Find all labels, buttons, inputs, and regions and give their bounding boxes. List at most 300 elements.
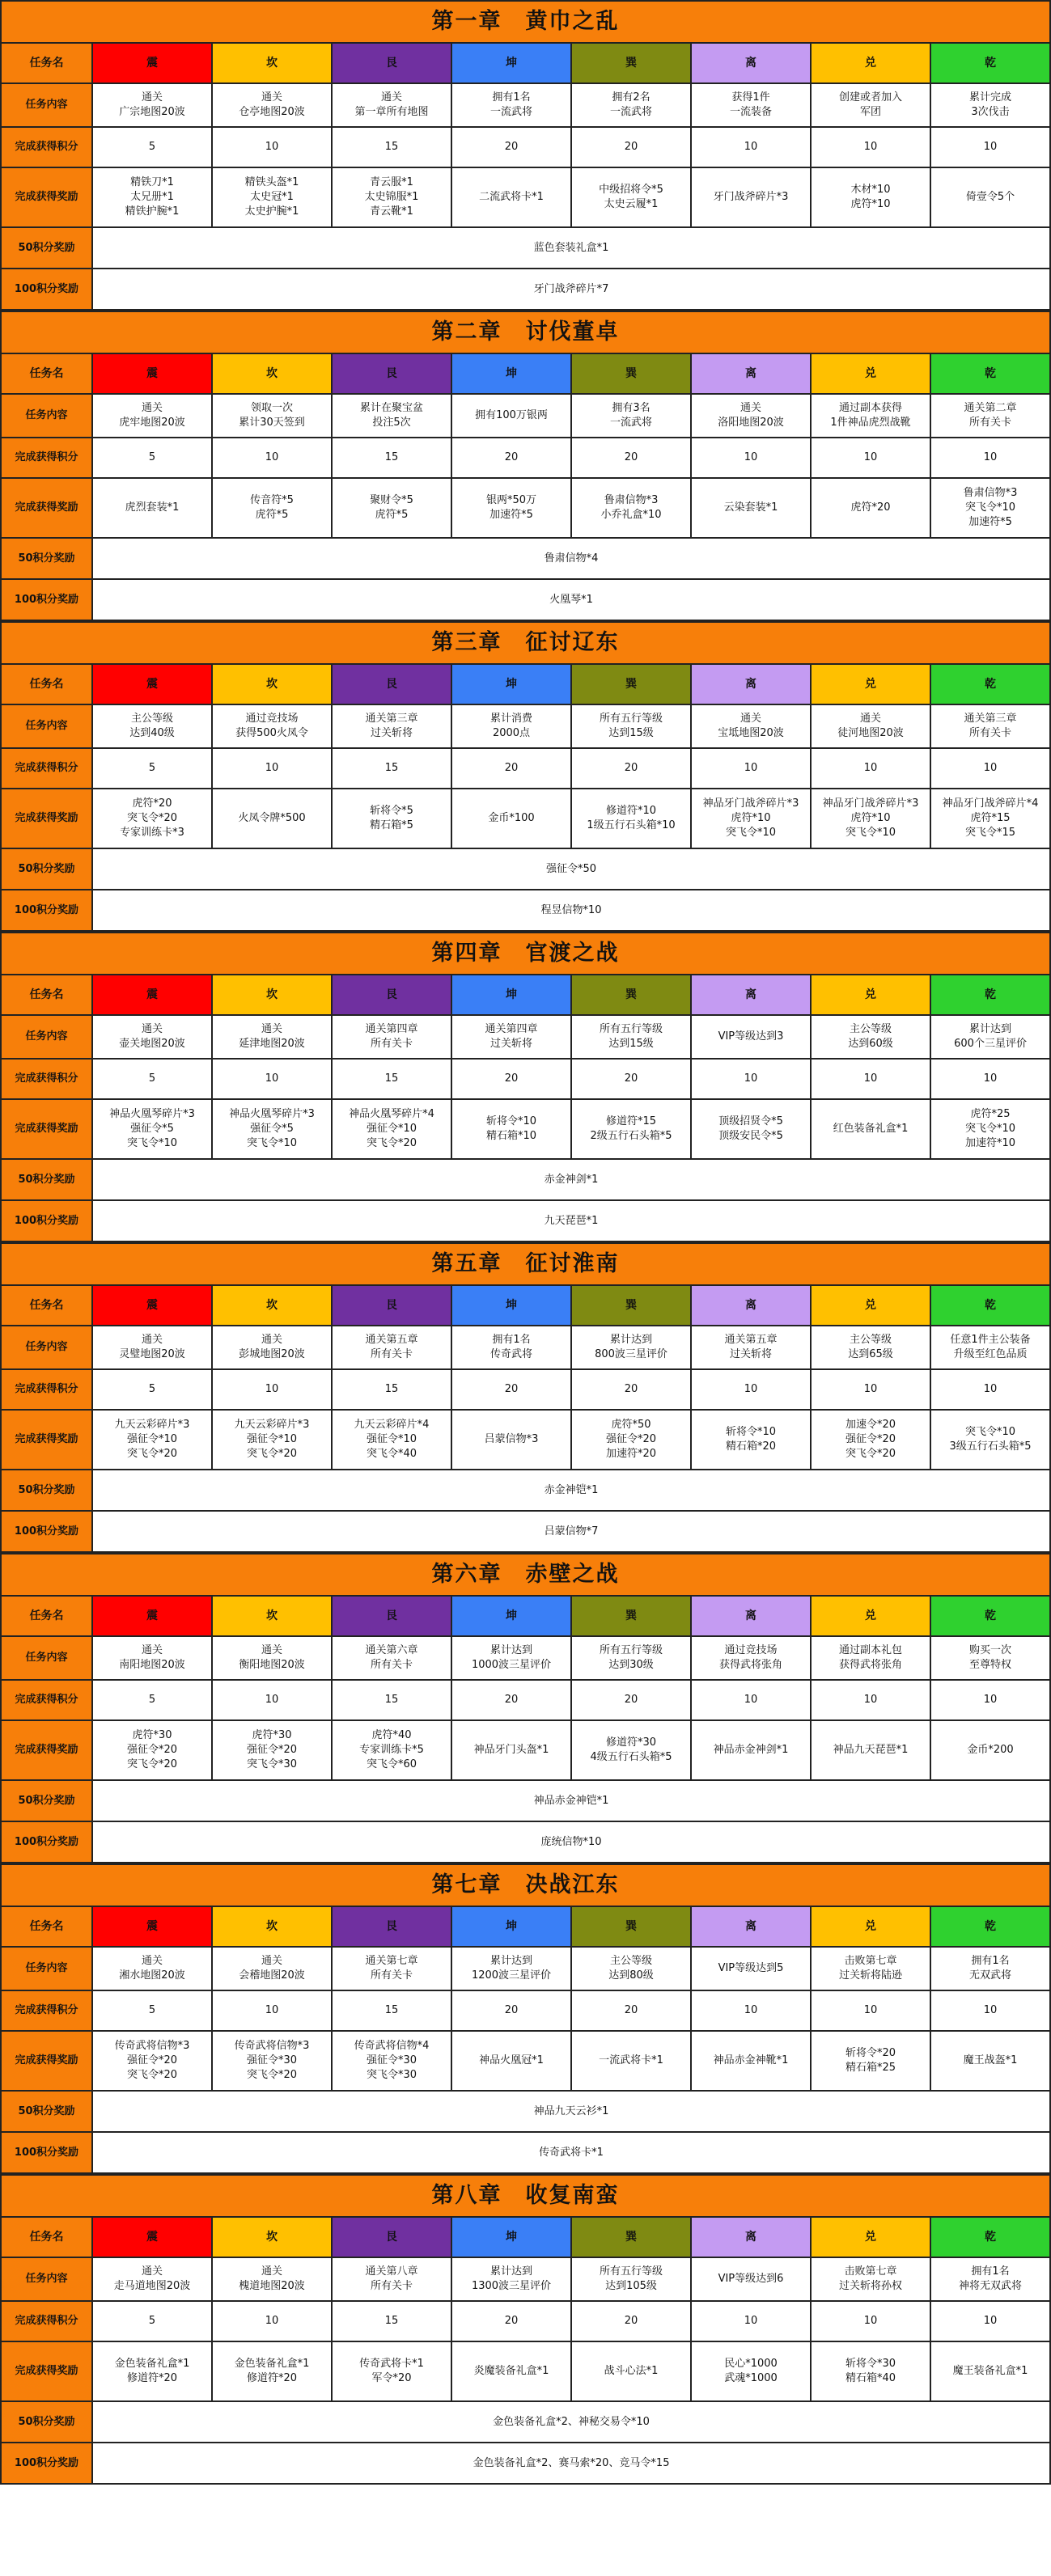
task-points-cell: [212, 1990, 332, 2031]
task-content: 拥有1名 一流武将: [489, 91, 532, 118]
task-content: 击败第七章 过关斩将陆逊: [838, 1955, 902, 1982]
task-name-label: 任务名: [1, 2217, 92, 2257]
task-reward-cell: [451, 789, 571, 848]
task-content: 累计在聚宝盆 投注5次: [359, 402, 423, 429]
trigram-header: 艮: [332, 1285, 451, 1326]
task-points: 20: [624, 451, 638, 463]
trigram-header: 坎: [212, 1906, 332, 1947]
task-reward: 加速令*20 强征令*20 突飞令*20: [845, 1419, 896, 1460]
trigram-header: 巽: [571, 353, 691, 394]
task-points: 10: [863, 2315, 878, 2327]
task-content-cell: [451, 1015, 571, 1059]
reward-label: 完成获得奖励: [1, 1720, 92, 1780]
task-reward-cell: [92, 2031, 212, 2091]
trigram-header: 震: [92, 664, 212, 704]
points-label: 完成获得积分: [1, 748, 92, 789]
task-reward: 虎符*30 强征令*20 突飞令*30: [246, 1729, 298, 1770]
trigram-header: 坤: [451, 1596, 571, 1636]
task-content: 通关第四章 所有关卡: [365, 1023, 418, 1050]
task-reward-cell: [691, 789, 811, 848]
task-content: 通关 广宗地图20波: [119, 91, 185, 118]
bonus-50-label: 50积分奖励: [1, 2401, 92, 2443]
reward-label: 完成获得奖励: [1, 1099, 92, 1159]
trigram-header: 坤: [451, 975, 571, 1015]
task-content: 累计达到 600个三星评价: [954, 1023, 1027, 1050]
task-points: 10: [744, 1694, 758, 1706]
trigram-header: 坎: [212, 43, 332, 83]
task-points: 15: [384, 762, 399, 774]
task-reward: 神品九天琵琶*1: [833, 1744, 909, 1756]
reward-label: 完成获得奖励: [1, 167, 92, 227]
trigram-header: 离: [691, 1285, 811, 1326]
task-reward-cell: [332, 789, 451, 848]
task-content: 通关 彭城地图20波: [239, 1334, 305, 1360]
task-reward-cell: [811, 1099, 930, 1159]
chapter-table: [0, 2174, 1051, 2485]
task-content-cell: [811, 1947, 930, 1990]
task-points: 15: [384, 1694, 399, 1706]
task-points-cell: [571, 748, 691, 789]
task-points-cell: [811, 2301, 930, 2341]
task-content-cell: [930, 1015, 1050, 1059]
task-points: 15: [384, 141, 399, 153]
task-points: 10: [265, 2004, 279, 2016]
trigram-header: 艮: [332, 1906, 451, 1947]
chapter-title: 第七章 决战江东: [1, 1864, 1050, 1906]
task-reward: 传奇武将信物*4 强征令*30 突飞令*30: [354, 2040, 430, 2081]
task-content: VIP等级达到5: [718, 1962, 784, 1974]
task-content-cell: [691, 394, 811, 438]
task-content: 拥有1名 传奇武将: [489, 1334, 532, 1360]
task-content-cell: [212, 1326, 332, 1369]
task-reward-cell: [212, 167, 332, 227]
task-reward: 银两*50万 加速符*5: [485, 494, 537, 521]
task-content-cell: [212, 1015, 332, 1059]
task-points-cell: [212, 1059, 332, 1099]
task-points: 5: [148, 451, 156, 463]
task-name-label: 任务名: [1, 1285, 92, 1326]
trigram-header: 乾: [930, 1285, 1050, 1326]
task-content: 通关 槐道地图20波: [239, 2265, 305, 2292]
task-points-cell: [571, 1990, 691, 2031]
chapter-title: 第四章 官渡之战: [1, 933, 1050, 975]
task-reward-cell: [930, 1720, 1050, 1780]
task-content-cell: [92, 1015, 212, 1059]
task-reward: 传奇武将信物*3 强征令*20 突飞令*20: [114, 2040, 190, 2081]
task-reward: 二流武将卡*1: [479, 191, 544, 203]
task-content: 通过竞技场 获得武将张角: [718, 1644, 782, 1671]
trigram-header: 兑: [811, 353, 930, 394]
task-content: 通关 走马道地图20波: [113, 2265, 191, 2292]
task-points: 10: [744, 2004, 758, 2016]
task-reward-cell: [811, 1410, 930, 1470]
task-content-cell: [571, 394, 691, 438]
task-content-cell: [571, 83, 691, 127]
task-reward-cell: [930, 167, 1050, 227]
task-points: 10: [863, 451, 878, 463]
task-points: 20: [504, 1694, 519, 1706]
task-points: 20: [624, 2004, 638, 2016]
task-reward: 虎符*50 强征令*20 加速符*20: [605, 1419, 657, 1460]
task-reward: 木材*10 虎符*10: [850, 184, 891, 210]
bonus-50-label: 50积分奖励: [1, 848, 92, 890]
trigram-header: 坎: [212, 1596, 332, 1636]
task-points: 10: [744, 762, 758, 774]
trigram-header: 坎: [212, 353, 332, 394]
task-reward-cell: [571, 789, 691, 848]
task-reward: 神品火凰琴碎片*3 强征令*5 突飞令*10: [229, 1108, 315, 1149]
trigram-header: 艮: [332, 2217, 451, 2257]
task-content: 累计达到 1000波三星评价: [471, 1644, 552, 1671]
bonus-50-label: 50积分奖励: [1, 1470, 92, 1511]
task-content: 所有五行等级 达到105级: [599, 2265, 663, 2292]
bonus-100-label: 100积分奖励: [1, 579, 92, 620]
task-reward: 斩将令*20 精石箱*25: [845, 2047, 896, 2074]
task-reward: 斩将令*10 精石箱*10: [485, 1115, 537, 1142]
task-reward-cell: [451, 478, 571, 538]
task-content: 拥有3名 一流武将: [609, 402, 652, 429]
task-points-cell: [691, 1990, 811, 2031]
task-content-cell: [451, 1947, 571, 1990]
points-label: 完成获得积分: [1, 1990, 92, 2031]
trigram-header: 巽: [571, 664, 691, 704]
trigram-header: 乾: [930, 43, 1050, 83]
task-content-cell: [212, 394, 332, 438]
task-reward-cell: [92, 1099, 212, 1159]
task-points: 15: [384, 1383, 399, 1395]
task-reward-cell: [451, 167, 571, 227]
task-points-cell: [212, 748, 332, 789]
task-content: 累计完成 3次伐击: [969, 91, 1012, 118]
task-content: 通关第二章 所有关卡: [964, 402, 1017, 429]
trigram-header: 巽: [571, 43, 691, 83]
task-reward: 斩将令*5 精石箱*5: [370, 805, 413, 831]
task-content-cell: [691, 1015, 811, 1059]
task-reward: 顶级招贤令*5 顶级安民令*5: [718, 1115, 783, 1142]
trigram-header: 离: [691, 353, 811, 394]
trigram-header: 艮: [332, 353, 451, 394]
task-reward-cell: [92, 789, 212, 848]
task-reward: 红色装备礼盒*1: [833, 1123, 909, 1135]
task-points-cell: [212, 127, 332, 167]
task-reward-cell: [451, 1720, 571, 1780]
task-content-cell: [212, 83, 332, 127]
task-content-cell: [571, 1015, 691, 1059]
task-points: 20: [504, 141, 519, 153]
task-content-cell: [212, 2257, 332, 2301]
task-reward: 神品牙门战斧碎片*3 虎符*10 突飞令*10: [822, 797, 919, 839]
task-points-cell: [571, 1369, 691, 1410]
task-content: 通关 延津地图20波: [239, 1023, 305, 1050]
chapter-title: 第八章 收复南蛮: [1, 2175, 1050, 2217]
task-points: 20: [624, 141, 638, 153]
task-points: 5: [148, 762, 156, 774]
task-content: 通关 壶关地图20波: [119, 1023, 185, 1050]
task-reward-cell: [571, 1410, 691, 1470]
chapter-title: 第六章 赤壁之战: [1, 1554, 1050, 1596]
task-content: 通过副本获得 1件神品虎烈战靴: [830, 402, 911, 429]
trigram-header: 兑: [811, 975, 930, 1015]
task-points: 10: [863, 1694, 878, 1706]
task-reward-cell: [571, 1720, 691, 1780]
task-points-cell: [451, 1369, 571, 1410]
task-content-cell: [811, 83, 930, 127]
task-points: 10: [863, 1072, 878, 1085]
task-points: 10: [265, 1072, 279, 1085]
task-content-cell: [691, 1947, 811, 1990]
task-content: 通关 第一章所有地图: [354, 91, 429, 118]
task-content-cell: [930, 83, 1050, 127]
task-points: 10: [265, 762, 279, 774]
task-reward: 神品牙门战斧碎片*4 虎符*15 突飞令*15: [942, 797, 1039, 839]
trigram-header: 震: [92, 43, 212, 83]
bonus-100-value: 庞统信物*10: [92, 1821, 1050, 1863]
task-points-cell: [930, 1990, 1050, 2031]
task-name-label: 任务名: [1, 664, 92, 704]
task-reward-cell: [811, 2341, 930, 2401]
task-points-cell: [930, 1680, 1050, 1720]
task-reward: 金色装备礼盒*1 修道符*20: [234, 2358, 310, 2384]
task-content: 所有五行等级 达到15级: [599, 1023, 663, 1050]
trigram-header: 震: [92, 353, 212, 394]
task-points: 20: [624, 2315, 638, 2327]
task-points-cell: [451, 2301, 571, 2341]
task-reward: 神品火凰琴碎片*4 强征令*10 突飞令*20: [349, 1108, 434, 1149]
task-reward: 金币*100: [488, 812, 535, 824]
task-reward: 青云服*1 太史锦服*1 青云靴*1: [364, 176, 419, 218]
task-content-cell: [451, 394, 571, 438]
task-content: 拥有2名 一流武将: [609, 91, 652, 118]
task-reward: 火凤令牌*500: [238, 812, 306, 824]
task-reward: 传奇武将卡*1 军令*20: [359, 2358, 424, 2384]
task-content: 通关第四章 过关斩将: [485, 1023, 538, 1050]
task-content: 通过副本礼包 获得武将张角: [838, 1644, 902, 1671]
reward-label: 完成获得奖励: [1, 1410, 92, 1470]
task-points: 20: [624, 1694, 638, 1706]
task-content: 累计消费 2000点: [489, 713, 532, 739]
task-points-cell: [332, 1369, 451, 1410]
task-content-cell: [332, 2257, 451, 2301]
bonus-50-label: 50积分奖励: [1, 2091, 92, 2132]
task-reward-cell: [571, 1099, 691, 1159]
task-points: 20: [624, 762, 638, 774]
task-reward-cell: [691, 2031, 811, 2091]
trigram-header: 坎: [212, 1285, 332, 1326]
task-reward-cell: [691, 478, 811, 538]
task-content: 任意1件主公装备 升级至红色品质: [950, 1334, 1031, 1360]
trigram-header: 离: [691, 1906, 811, 1947]
task-points-cell: [811, 127, 930, 167]
trigram-header: 离: [691, 2217, 811, 2257]
task-points-cell: [930, 127, 1050, 167]
bonus-50-value: 强征令*50: [92, 848, 1050, 890]
task-reward-cell: [92, 1410, 212, 1470]
task-content-cell: [92, 704, 212, 748]
task-reward-cell: [691, 1410, 811, 1470]
task-content: VIP等级达到6: [718, 2273, 784, 2285]
task-content: 通过竞技场 获得500火凤令: [235, 713, 308, 739]
task-reward-cell: [571, 2031, 691, 2091]
trigram-header: 乾: [930, 353, 1050, 394]
chapter-title: 第五章 征讨淮南: [1, 1243, 1050, 1285]
task-points: 10: [983, 762, 998, 774]
task-points-cell: [691, 2301, 811, 2341]
task-content: 拥有1名 神将无双武将: [959, 2265, 1023, 2292]
trigram-header: 兑: [811, 664, 930, 704]
task-points: 15: [384, 2315, 399, 2327]
task-points: 5: [148, 1072, 156, 1085]
task-content-cell: [332, 1947, 451, 1990]
task-reward: 魔王装备礼盒*1: [952, 2365, 1028, 2377]
task-points: 10: [863, 1383, 878, 1395]
task-content-cell: [332, 394, 451, 438]
trigram-header: 乾: [930, 2217, 1050, 2257]
points-label: 完成获得积分: [1, 2301, 92, 2341]
task-content-cell: [332, 1636, 451, 1680]
task-content-cell: [930, 1636, 1050, 1680]
task-content-cell: [811, 1326, 930, 1369]
task-reward: 修道符*10 1级五行石头箱*10: [587, 805, 676, 831]
task-reward-cell: [691, 2341, 811, 2401]
task-content-cell: [811, 704, 930, 748]
trigram-header: 震: [92, 2217, 212, 2257]
bonus-50-value: 蓝色套装礼盒*1: [92, 227, 1050, 269]
task-content: VIP等级达到3: [718, 1030, 784, 1043]
task-points: 20: [504, 2315, 519, 2327]
task-points-cell: [332, 127, 451, 167]
bonus-100-label: 100积分奖励: [1, 1821, 92, 1863]
task-points-cell: [212, 2301, 332, 2341]
task-points-cell: [691, 1680, 811, 1720]
task-content-cell: [92, 2257, 212, 2301]
task-reward: 虎符*40 专家训练卡*5 突飞令*60: [359, 1729, 424, 1770]
task-points-cell: [92, 1369, 212, 1410]
task-reward-cell: [930, 789, 1050, 848]
task-points: 20: [504, 762, 519, 774]
task-points: 10: [983, 141, 998, 153]
trigram-header: 坎: [212, 975, 332, 1015]
chapter-table: [0, 1242, 1051, 1553]
trigram-header: 离: [691, 975, 811, 1015]
task-reward: 神品赤金神剑*1: [713, 1744, 789, 1756]
task-reward: 虎符*20 突飞令*20 专家训练卡*3: [120, 797, 184, 839]
task-points-cell: [92, 748, 212, 789]
task-name-label: 任务名: [1, 1906, 92, 1947]
task-points: 20: [624, 1072, 638, 1085]
trigram-header: 艮: [332, 664, 451, 704]
task-points-cell: [92, 1059, 212, 1099]
trigram-header: 坎: [212, 664, 332, 704]
task-content-cell: [92, 83, 212, 127]
trigram-header: 艮: [332, 43, 451, 83]
task-points-cell: [332, 438, 451, 478]
task-reward: 民心*1000 武魂*1000: [724, 2358, 778, 2384]
task-content-cell: [930, 1326, 1050, 1369]
task-reward: 虎符*25 突飞令*10 加速符*10: [965, 1108, 1016, 1149]
task-reward: 虎符*20: [850, 501, 891, 514]
points-label: 完成获得积分: [1, 127, 92, 167]
chapter-title: 第一章 黄巾之乱: [1, 1, 1050, 43]
task-reward-cell: [571, 2341, 691, 2401]
chapter-table: [0, 932, 1051, 1242]
task-content: 通关第七章 所有关卡: [365, 1955, 418, 1982]
task-reward-cell: [92, 167, 212, 227]
task-points: 10: [744, 1072, 758, 1085]
task-content: 拥有100万银两: [475, 409, 548, 421]
task-points: 10: [265, 451, 279, 463]
task-points-cell: [571, 2301, 691, 2341]
task-content: 通关 灵璧地图20波: [119, 1334, 185, 1360]
task-reward: 鲁肃信物*3 突飞令*10 加速符*5: [963, 487, 1018, 528]
task-content-cell: [571, 1947, 691, 1990]
task-points-cell: [92, 438, 212, 478]
task-content-cell: [92, 1947, 212, 1990]
trigram-header: 震: [92, 975, 212, 1015]
task-reward-cell: [332, 1410, 451, 1470]
task-reward-cell: [212, 2341, 332, 2401]
task-content-cell: [332, 83, 451, 127]
bonus-100-value: 金色装备礼盒*2、赛马索*20、竞马令*15: [92, 2443, 1050, 2484]
chapter-title: 第二章 讨伐董卓: [1, 311, 1050, 353]
task-reward-cell: [332, 1099, 451, 1159]
task-reward: 聚财令*5 虎符*5: [370, 494, 413, 521]
task-points-cell: [691, 127, 811, 167]
task-points-cell: [811, 1059, 930, 1099]
reward-label: 完成获得奖励: [1, 478, 92, 538]
task-points-cell: [451, 1990, 571, 2031]
task-content-cell: [451, 704, 571, 748]
task-reward-cell: [571, 167, 691, 227]
task-points-cell: [691, 748, 811, 789]
task-reward-cell: [332, 2031, 451, 2091]
task-content: 累计达到 800波三星评价: [595, 1334, 667, 1360]
task-reward: 战斗心法*1: [604, 2365, 659, 2377]
task-points: 10: [744, 141, 758, 153]
task-content: 获得1件 一流装备: [729, 91, 772, 118]
bonus-100-label: 100积分奖励: [1, 890, 92, 931]
task-reward: 神品火凰琴碎片*3 强征令*5 突飞令*10: [109, 1108, 195, 1149]
task-content-cell: [451, 83, 571, 127]
trigram-header: 坤: [451, 664, 571, 704]
trigram-header: 巽: [571, 1285, 691, 1326]
task-reward-cell: [212, 1410, 332, 1470]
task-reward-cell: [811, 167, 930, 227]
task-points: 10: [744, 2315, 758, 2327]
trigram-header: 兑: [811, 1596, 930, 1636]
task-points-cell: [811, 1369, 930, 1410]
bonus-100-label: 100积分奖励: [1, 2132, 92, 2173]
task-reward-cell: [212, 2031, 332, 2091]
task-content-cell: [332, 1326, 451, 1369]
task-reward: 修道符*30 4级五行石头箱*5: [590, 1736, 672, 1763]
task-content-cell: [92, 1636, 212, 1680]
task-reward-cell: [930, 1410, 1050, 1470]
task-name-label: 任务名: [1, 353, 92, 394]
task-reward-cell: [930, 2341, 1050, 2401]
trigram-header: 坤: [451, 43, 571, 83]
trigram-header: 离: [691, 43, 811, 83]
chapter-title: 第三章 征讨辽东: [1, 622, 1050, 664]
task-content-cell: [811, 1015, 930, 1059]
task-content-cell: [451, 2257, 571, 2301]
task-points-cell: [691, 1059, 811, 1099]
task-content: 主公等级 达到80级: [608, 1955, 654, 1982]
task-reward-cell: [451, 1410, 571, 1470]
chapter-table: [0, 0, 1051, 311]
task-content: 通关第八章 所有关卡: [365, 2265, 418, 2292]
task-reward-cell: [92, 478, 212, 538]
task-points: 10: [983, 2315, 998, 2327]
